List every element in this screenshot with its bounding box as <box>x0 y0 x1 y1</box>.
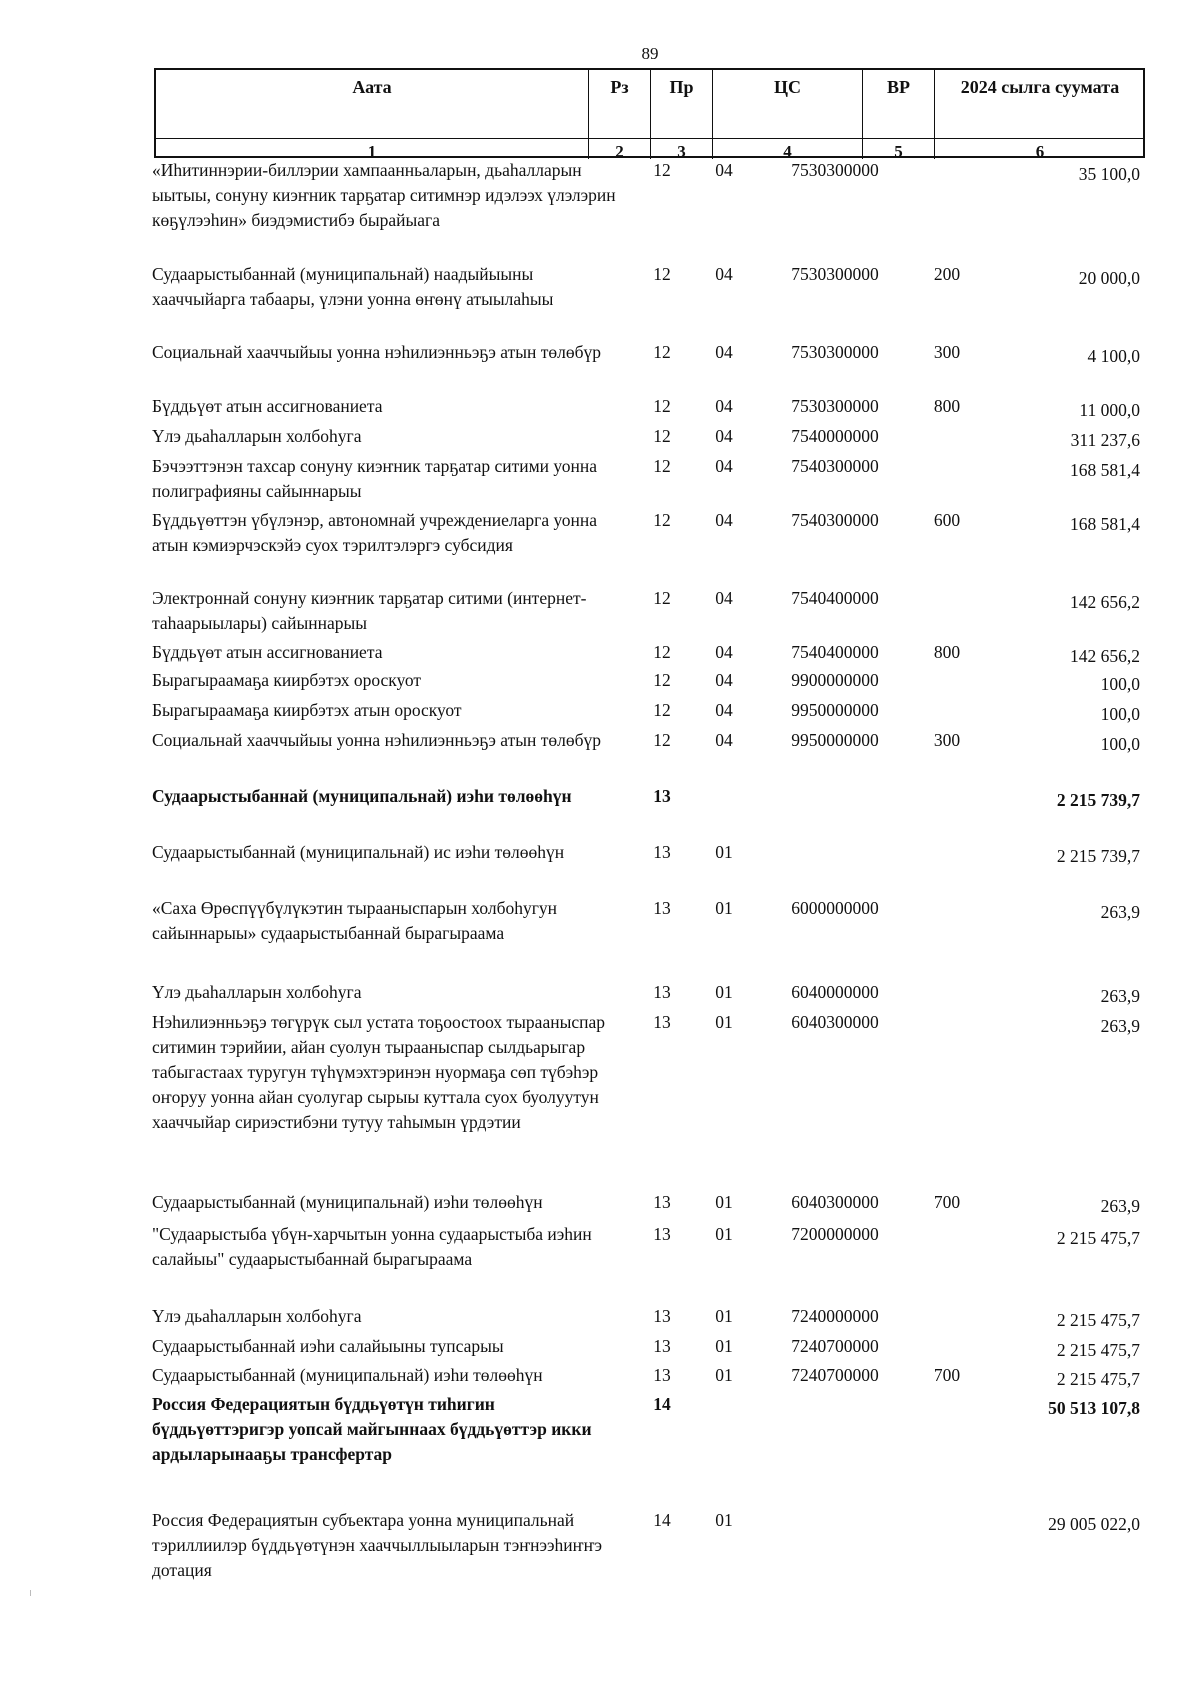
row-rz: 12 <box>653 456 671 476</box>
row-rz: 13 <box>653 842 671 862</box>
header-rz: Рз <box>588 70 650 138</box>
row-sum: 2 215 475,7 <box>1056 1310 1140 1330</box>
row-pr: 04 <box>715 264 733 284</box>
header-number-row <box>156 138 1143 159</box>
row-pr: 04 <box>715 642 733 662</box>
row-rz: 13 <box>653 1224 671 1244</box>
row-rz: 13 <box>653 982 671 1002</box>
row-pr: 01 <box>715 898 733 918</box>
row-pr: 04 <box>715 342 733 362</box>
page-number: 89 <box>641 44 659 63</box>
row-rz: 12 <box>653 426 671 446</box>
row-cs: 7240700000 <box>791 1336 879 1356</box>
row-sum: 50 513 107,8 <box>1048 1398 1140 1418</box>
row-pr: 01 <box>715 1012 733 1032</box>
row-rz: 13 <box>653 1012 671 1032</box>
row-cs: 7240000000 <box>791 1306 879 1326</box>
row-pr: 01 <box>715 1224 733 1244</box>
table-header <box>154 68 1145 161</box>
row-sum: 100,0 <box>1100 734 1140 754</box>
row-pr: 04 <box>715 730 733 750</box>
row-cs: 7540400000 <box>791 642 879 662</box>
row-cs: 7540300000 <box>791 456 879 476</box>
row-rz: 14 <box>653 1394 671 1414</box>
row-name: Россия Федерациятын бүддьүөтүн тиһигин бүддьүөттэригэр уопсай майгыннаах бүддьүөттэр икки ардыларынааҕы трансфертар <box>152 1394 592 1464</box>
header-num-cs: 4 <box>712 139 862 159</box>
header-name: Аата <box>352 77 392 97</box>
row-vr: 800 <box>933 396 961 416</box>
row-rz: 12 <box>653 160 671 180</box>
header-num-vr: 5 <box>862 139 934 159</box>
row-rz: 12 <box>653 588 671 608</box>
row-pr: 04 <box>715 588 733 608</box>
row-pr: 04 <box>715 160 733 180</box>
row-name: Үлэ дьаһалларын холбоһуга <box>152 1306 362 1326</box>
row-name: Россия Федерациятын субъектара уонна муниципальнай тэриллиилэр бүддьүөтүнэн хааччыллыыларын тэҥнээһиҥҥэ дотация <box>152 1510 602 1580</box>
row-sum: 263,9 <box>1100 986 1140 1006</box>
row-name: Судаарыстыбаннай (муниципальнай) наадыйыыны хааччыйарга табаары, үлэни уонна өҥөнү атыылаһыы <box>152 264 554 309</box>
row-sum: 263,9 <box>1100 1196 1140 1216</box>
row-cs: 7530300000 <box>791 264 879 284</box>
row-pr: 01 <box>715 842 733 862</box>
row-cs: 6000000000 <box>791 898 879 918</box>
row-pr: 04 <box>715 670 733 690</box>
row-rz: 12 <box>653 264 671 284</box>
header-cs: ЦС <box>712 70 862 138</box>
row-sum: 4 100,0 <box>1087 346 1140 366</box>
row-sum: 168 581,4 <box>1070 460 1140 480</box>
row-rz: 12 <box>653 510 671 530</box>
row-rz: 12 <box>653 342 671 362</box>
row-name: Нэһилиэнньэҕэ төгүрүк сыл устата тоҕоостоох тырааныспар ситимин тэрийии, айан суолун тырааныспар сылдьарыгар табыгастаах туругун түһүмэхтэринэн нуормаҕа сөп түбэһэр оҥоруу уонна айан суолугар сырыы куттала суох буолуутун хааччыйар сириэстибэни тутуу таһымын үрдэтии <box>152 1012 605 1132</box>
row-name: Бүддьүөттэн үбүлэнэр, автономнай учреждениеларга уонна атын кэмиэрчэскэйэ суох тэрилтэлэргэ субсидия <box>152 510 598 555</box>
row-name: "Судаарыстыба үбүн-харчытын уонна судаарыстыба иэһин салайыы" судаарыстыбаннай бырагыраама <box>152 1224 592 1269</box>
row-vr: 300 <box>933 342 961 362</box>
row-rz: 14 <box>653 1510 671 1530</box>
row-sum: 35 100,0 <box>1078 164 1140 184</box>
row-cs: 7530300000 <box>791 160 879 180</box>
row-vr: 700 <box>933 1192 961 1212</box>
row-sum: 29 005 022,0 <box>1048 1514 1140 1534</box>
row-vr: 700 <box>933 1365 961 1385</box>
row-cs: 6040300000 <box>791 1192 879 1212</box>
row-rz: 12 <box>653 730 671 750</box>
row-pr: 01 <box>715 1192 733 1212</box>
row-cs: 9950000000 <box>791 700 879 720</box>
row-name: Бүддьүөт атын ассигнованиета <box>152 642 383 662</box>
row-sum: 2 215 475,7 <box>1056 1340 1140 1360</box>
header-num-sum: 6 <box>934 139 1145 159</box>
row-rz: 13 <box>653 1306 671 1326</box>
row-pr: 01 <box>715 1510 733 1530</box>
row-vr: 300 <box>933 730 961 750</box>
row-name: «Саха Өрөспүүбүлүкэтин тырааныспарын холбоһугун сайыннарыы» судаарыстыбаннай бырагыраама <box>152 898 558 943</box>
scan-mark <box>30 1590 31 1596</box>
row-sum: 263,9 <box>1100 1016 1140 1036</box>
header-num-rz: 2 <box>588 139 650 159</box>
row-sum: 100,0 <box>1100 674 1140 694</box>
row-sum: 2 215 739,7 <box>1056 790 1140 810</box>
row-name: Судаарыстыбаннай (муниципальнай) иэһи төлөөһүн <box>152 786 572 806</box>
row-pr: 04 <box>715 700 733 720</box>
row-cs: 7530300000 <box>791 396 879 416</box>
row-name: Социальнай хааччыйыы уонна нэһилиэнньэҕэ атын төлөбүр <box>152 730 602 750</box>
row-pr: 04 <box>715 456 733 476</box>
row-rz: 13 <box>653 898 671 918</box>
header-num-name: 1 <box>367 142 377 161</box>
row-name: Үлэ дьаһалларын холбоһуга <box>152 426 362 446</box>
row-name: Бүддьүөт атын ассигнованиета <box>152 396 383 416</box>
row-pr: 01 <box>715 1306 733 1326</box>
row-pr: 01 <box>715 1365 733 1385</box>
row-name: Бырагыраамаҕа киирбэтэх атын ороскуот <box>152 700 462 720</box>
row-name: Судаарыстыбаннай (муниципальнай) иэһи төлөөһүн <box>152 1365 543 1385</box>
row-sum: 2 215 739,7 <box>1056 846 1140 866</box>
row-pr: 04 <box>715 510 733 530</box>
row-cs: 9900000000 <box>791 670 879 690</box>
header-vr: ВР <box>862 70 934 138</box>
row-name: Үлэ дьаһалларын холбоһуга <box>152 982 362 1002</box>
row-rz: 13 <box>653 786 671 806</box>
row-cs: 7200000000 <box>791 1224 879 1244</box>
row-name: Бэчээттэнэн тахсар сонуну киэҥник тарҕатар ситими уонна полиграфияны сайыннарыы <box>152 456 597 501</box>
row-cs: 7530300000 <box>791 342 879 362</box>
row-cs: 6040300000 <box>791 1012 879 1032</box>
row-rz: 12 <box>653 670 671 690</box>
row-sum: 311 237,6 <box>1070 430 1140 450</box>
row-rz: 13 <box>653 1365 671 1385</box>
row-cs: 9950000000 <box>791 730 879 750</box>
header-num-pr: 3 <box>650 139 712 159</box>
row-name: Электроннай сонуну киэҥник тарҕатар ситими (интернет-таһаарыылары) сайыннарыы <box>152 588 587 633</box>
row-name: Судаарыстыбаннай (муниципальнай) ис иэһи төлөөһүн <box>152 842 565 862</box>
row-name: Судаарыстыбаннай (муниципальнай) иэһи төлөөһүн <box>152 1192 543 1212</box>
row-sum: 142 656,2 <box>1070 592 1140 612</box>
row-cs: 7240700000 <box>791 1365 879 1385</box>
row-pr: 01 <box>715 1336 733 1356</box>
row-name: Бырагыраамаҕа киирбэтэх ороскуот <box>152 670 422 690</box>
row-sum: 11 000,0 <box>1079 400 1140 420</box>
row-rz: 12 <box>653 642 671 662</box>
row-name: «Иһитиннэрии-биллэрии хампаанньаларын, дьаһалларын ыытыы, сонуну киэҥник тарҕатар ситимнэр идэлээх үлэлэрин көҕүлээһин» биэдэмистибэ бырайыага <box>152 160 616 230</box>
row-name: Судаарыстыбаннай иэһи салайыыны тупсарыы <box>152 1336 504 1356</box>
row-rz: 13 <box>653 1336 671 1356</box>
row-vr: 600 <box>933 510 961 530</box>
row-cs: 7540000000 <box>791 426 879 446</box>
row-sum: 2 215 475,7 <box>1056 1228 1140 1248</box>
row-cs: 7540300000 <box>791 510 879 530</box>
row-vr: 200 <box>933 264 961 284</box>
row-pr: 04 <box>715 396 733 416</box>
row-rz: 12 <box>653 700 671 720</box>
row-cs: 7540400000 <box>791 588 879 608</box>
row-sum: 168 581,4 <box>1070 514 1140 534</box>
row-sum: 142 656,2 <box>1070 646 1140 666</box>
row-sum: 20 000,0 <box>1078 268 1140 288</box>
row-pr: 01 <box>715 982 733 1002</box>
row-cs: 6040000000 <box>791 982 879 1002</box>
header-sum: 2024 сылга суумата <box>934 70 1145 138</box>
row-name: Социальнай хааччыйыы уонна нэһилиэнньэҕэ атын төлөбүр <box>152 342 602 362</box>
row-sum: 263,9 <box>1100 902 1140 922</box>
row-sum: 2 215 475,7 <box>1056 1369 1140 1389</box>
row-pr: 04 <box>715 426 733 446</box>
row-vr: 800 <box>933 642 961 662</box>
header-pr: Пр <box>650 70 712 138</box>
row-rz: 12 <box>653 396 671 416</box>
row-sum: 100,0 <box>1100 704 1140 724</box>
row-rz: 13 <box>653 1192 671 1212</box>
